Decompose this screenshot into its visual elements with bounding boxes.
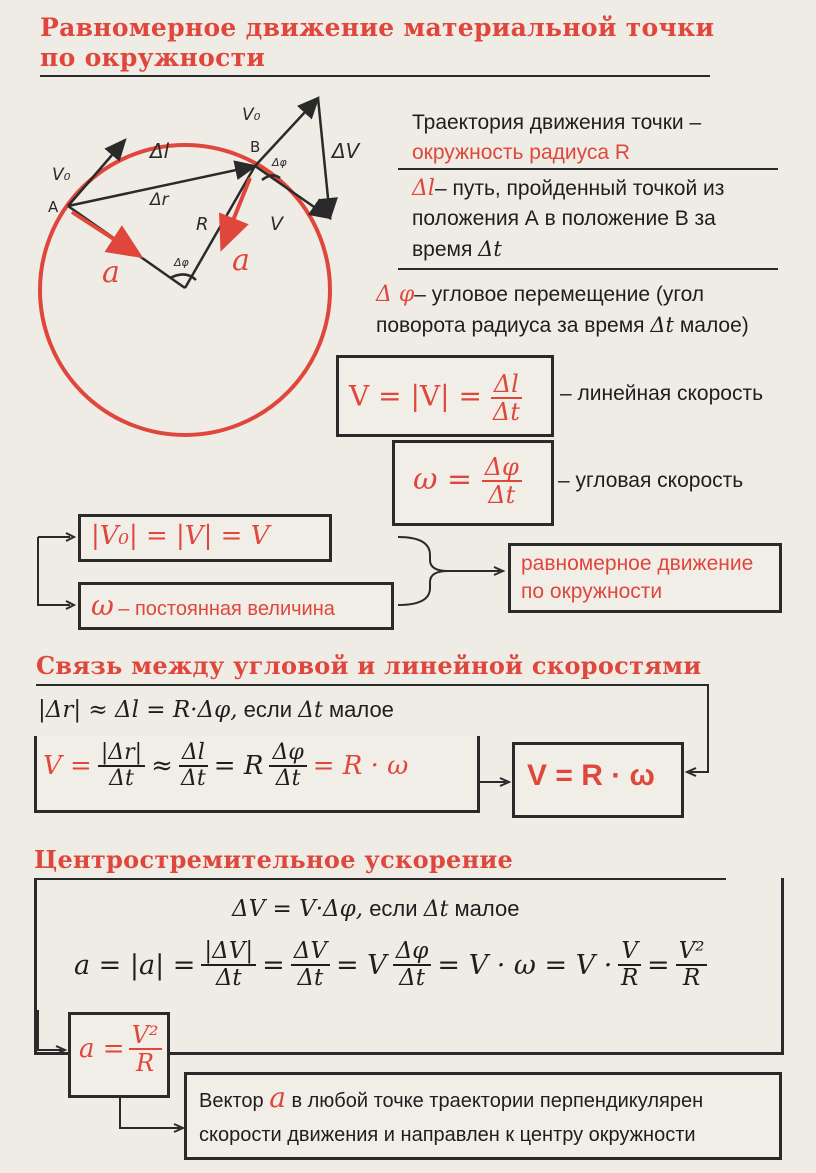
acceleration-formula: a = |a| = $\frac{|\Delta V|}{\Delta t}$ = $\frac{\Delta V}{\Delta t}$ = V $\frac{\Delta\varphi}{\Delta t}$ = V · ω = V · $\frac{V}{R}$ = $\frac{\text{V²}}{R}$ xyxy=(74,940,707,990)
section-title-relation: Связь между угловой и линейной скоростями xyxy=(36,651,702,680)
condition-speed-formula: |V₀| = |V| = V xyxy=(91,521,270,551)
label-a: A xyxy=(48,198,59,216)
def-path-dt: Δt xyxy=(478,237,502,261)
relation-chain-box xyxy=(34,736,480,813)
v-equals-r-omega-box xyxy=(512,742,684,818)
label-dl: Δl xyxy=(150,139,170,163)
relation-chain-formula: V = $\frac{|\Delta r|}{\Delta t}$ ≈ $\frac{\Delta l}{\Delta t}$ = R $\frac{\Delta\varphi}{\Delta t}$ = R · ω xyxy=(43,740,409,791)
title-underline xyxy=(40,75,710,77)
uniform-motion-result: равномерное движение по окружности xyxy=(521,552,754,603)
acceleration-result-formula: a = $\frac{\text{V²}}{R}$ xyxy=(79,1023,162,1075)
section-title-acceleration: Центростремительное ускорение xyxy=(34,845,514,874)
def-angle xyxy=(376,280,749,341)
def-path-text-1: – путь, пройденный точкой из xyxy=(434,177,725,200)
def-angle-text-2: поворота радиуса за время xyxy=(376,314,645,337)
linear-speed-caption: – линейная скорость xyxy=(560,382,764,405)
def-trajectory-red: окружность радиуса R xyxy=(412,141,631,164)
angular-speed-fraction: $\frac{\Delta\varphi}{\Delta t}$ xyxy=(482,455,522,507)
label-a-accel-2: a xyxy=(232,243,250,278)
angular-speed-formula: ω = $\frac{\Delta\varphi}{\Delta t}$ xyxy=(413,455,522,507)
page-title xyxy=(40,13,714,73)
label-dphi-center: Δφ xyxy=(174,256,189,269)
label-a-accel-1: a xyxy=(102,255,120,290)
vector-a-at-a xyxy=(72,212,140,256)
label-v: V xyxy=(270,213,283,235)
def-trajectory xyxy=(412,108,701,168)
relation-line: |Δr| ≈ Δl = R·Δφ, если Δt малое xyxy=(38,697,394,723)
def-path-text-3: время xyxy=(412,238,473,261)
linear-speed-formula: V = |V| = $\frac{\Delta l}{\Delta t}$ xyxy=(349,372,522,424)
def-trajectory-text: Траектория движения точки – xyxy=(412,111,702,134)
uniform-motion-result-box xyxy=(508,543,782,613)
label-r: R xyxy=(196,214,209,235)
label-dv: ΔV xyxy=(332,139,360,163)
def-angle-dt: Δt xyxy=(650,313,674,337)
def-path-symbol: Δl xyxy=(412,176,435,201)
linear-speed-box xyxy=(336,355,554,437)
condition-speed-box xyxy=(78,514,332,562)
divider-2 xyxy=(398,268,778,270)
title-line-1: Равномерное движение материальной точки xyxy=(40,13,715,42)
def-path xyxy=(412,174,792,265)
def-angle-text-3: малое) xyxy=(679,314,749,337)
title-line-2: по окружности xyxy=(40,43,266,72)
vector-dv xyxy=(318,98,330,218)
label-v0-a: V₀ xyxy=(52,165,71,185)
dv-line: ΔV = V·Δφ, если Δt малое xyxy=(232,896,520,922)
def-angle-text-1: – угловое перемещение (угол xyxy=(414,283,705,306)
label-v0-b: V₀ xyxy=(242,105,261,125)
acceleration-note-box xyxy=(184,1072,782,1160)
divider-1 xyxy=(398,168,778,170)
def-path-text-2: положения А в положение В за xyxy=(412,207,716,230)
vector-v-at-b xyxy=(255,166,330,218)
def-angle-symbol: Δ φ xyxy=(376,282,415,307)
label-dphi-b: Δφ xyxy=(272,156,287,169)
angular-speed-caption: – угловая скорость xyxy=(558,469,744,492)
condition-omega-text: – постоянная величина xyxy=(118,598,335,620)
v-equals-r-omega: V = R · ω xyxy=(527,759,655,792)
acceleration-note: Вектор a в любой точке траектории перпендикулярен скорости движения и направлен к центру окружности xyxy=(199,1081,704,1146)
acceleration-result-box xyxy=(68,1012,170,1098)
condition-omega-box xyxy=(78,582,394,630)
label-b: B xyxy=(250,138,261,156)
label-dr: Δr xyxy=(150,190,169,210)
condition-omega-symbol: ω xyxy=(91,589,114,622)
vector-a-at-b xyxy=(222,178,250,248)
linear-speed-fraction: $\frac{\Delta l}{\Delta t}$ xyxy=(491,372,522,424)
